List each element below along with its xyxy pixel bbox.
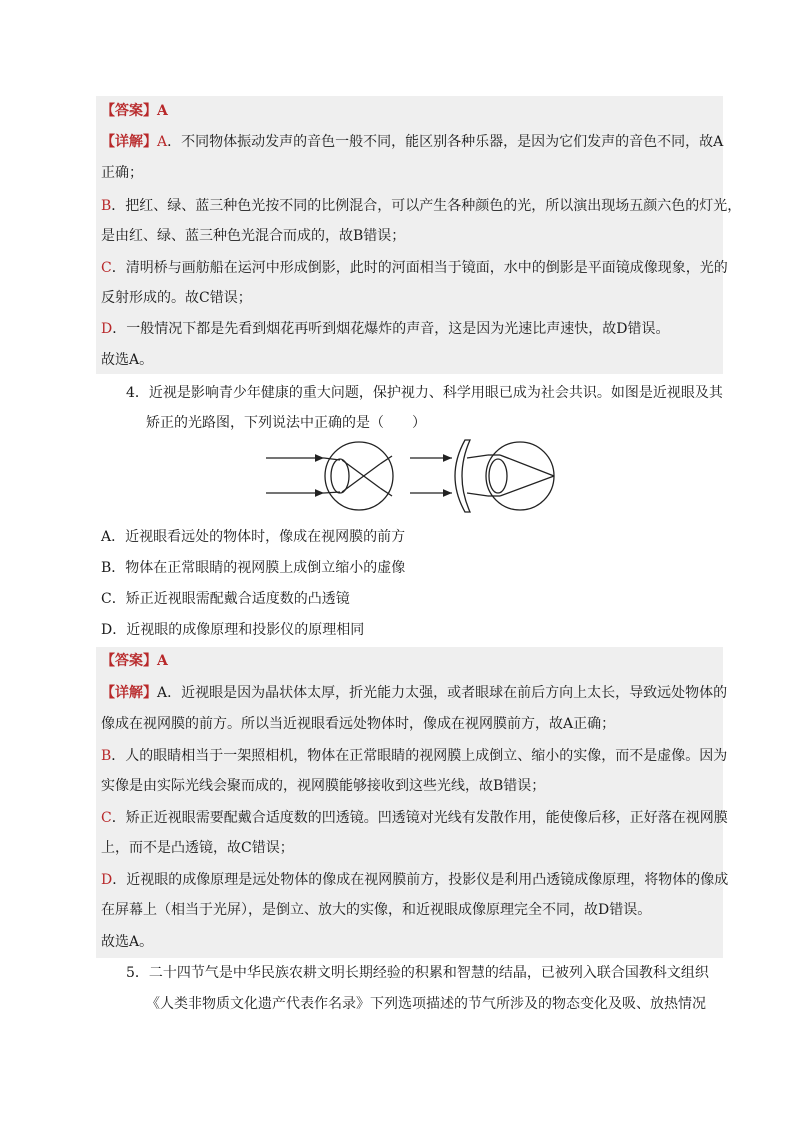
- detail-line-9: 故选A。: [101, 934, 154, 950]
- myopia-ray-diagram: [262, 438, 562, 516]
- option-letter: D: [101, 872, 113, 888]
- detail-text: ．一般情况下都是先看到烟花再听到烟花爆炸的声音，这是因为光速比声速快，故D错误。: [112, 321, 670, 337]
- detail-line-5: [101, 808, 728, 828]
- detail-line-7: [101, 319, 669, 339]
- detail-line-7: [101, 870, 728, 890]
- detail-text: ．近视眼的成像原理是远处物体的像成在视网膜前方，投影仪是利用凸透镜成像原理，将物体的像成: [112, 872, 729, 888]
- detail-line-1: [101, 683, 727, 703]
- answer-value: A: [157, 653, 168, 669]
- option-letter: B: [101, 198, 112, 214]
- question-5-line-2: 《人类非物质文化遗产代表作名录》下列选项描述的节气所涉及的物态变化及吸、放热情况: [146, 996, 706, 1012]
- corrected-eye: [410, 440, 554, 512]
- detail-text: A．近视眼是因为晶状体太厚，折光能力太强，或者眼球在前后方向上太长，导致远处物体的: [157, 685, 728, 701]
- detail-line-3: [101, 746, 727, 766]
- answer-tag: 【答案】: [101, 103, 157, 119]
- detail-text-visible: ．不同物体振动发声的音色一般不同，能区别各种乐器，是因为它们发声的音色不同，故A: [167, 134, 724, 150]
- detail-line-8: 故选A。: [101, 352, 154, 368]
- detail-line-4: 实像是由实际光线会聚而成的，视网膜能够接收到这些光线，故B错误；: [101, 778, 546, 794]
- option-letter: A: [157, 134, 168, 150]
- detail-line-2: 正确；: [101, 165, 143, 181]
- detail-line-6: 上，而不是凸透镜，故C错误；: [101, 840, 294, 856]
- option-a: A．近视眼看远处的物体时，像成在视网膜的前方: [101, 529, 406, 545]
- myopic-eye: [266, 442, 393, 510]
- detail-line-3: [101, 196, 741, 216]
- option-letter: D: [101, 321, 113, 337]
- detail-text: ．清明桥与画舫船在运河中形成倒影，此时的河面相当于镜面，水中的倒影是平面镜成像现象，光的: [111, 260, 728, 276]
- detail-text: ．矫正近视眼需要配戴合适度数的凹透镜。凹透镜对光线有发散作用，能使像后移，正好落在视网膜: [111, 810, 728, 826]
- option-letter: C: [101, 810, 112, 826]
- detail-tag: 【详解】: [101, 134, 157, 150]
- option-letter: B: [101, 748, 112, 764]
- question-4-line-2: 矫正的光路图，下列说法中正确的是（ ）: [146, 415, 426, 431]
- option-letter: C: [101, 260, 112, 276]
- detail-line-5: [101, 258, 728, 278]
- detail-tag: 【详解】: [101, 685, 157, 701]
- option-b: B．物体在正常眼睛的视网膜上成倒立缩小的虚像: [101, 560, 406, 576]
- detail-line-6: 反射形成的。故C错误；: [101, 290, 252, 306]
- answer-tag: 【答案】: [101, 653, 157, 669]
- detail-line-2: 像成在视网膜的前方。所以当近视眼看远处物体时，像成在视网膜前方，故A正确；: [101, 716, 616, 732]
- option-d: D．近视眼的成像原理和投影仪的原理相同: [101, 622, 365, 638]
- detail-line-1: [101, 132, 723, 152]
- detail-line-8: 在屏幕上（相当于光屏），是倒立、放大的实像，和近视眼成像原理完全不同，故D错误。: [101, 902, 652, 918]
- answer-value: A: [157, 103, 168, 119]
- question-4-line-1: 4．近视是影响青少年健康的重大问题，保护视力、科学用眼已成为社会共识。如图是近视眼及其: [126, 385, 723, 401]
- detail-text: ．人的眼睛相当于一架照相机，物体在正常眼睛的视网膜上成倒立、缩小的实像，而不是虚像。因为: [111, 748, 728, 764]
- answer-line: [101, 101, 168, 121]
- detail-line-4: 是由红、绿、蓝三种色光混合而成的，故B错误；: [101, 228, 406, 244]
- question-5-line-1: 5．二十四节气是中华民族农耕文明长期经验的积累和智慧的结晶，已被列入联合国教科文组织: [126, 965, 709, 981]
- answer-line: [101, 651, 168, 671]
- option-c: C．矫正近视眼需配戴合适度数的凸透镜: [101, 591, 350, 607]
- detail-text: ．把红、绿、蓝三种色光按不同的比例混合，可以产生各种颜色的光，所以演出现场五颜六色的灯光，: [111, 198, 742, 214]
